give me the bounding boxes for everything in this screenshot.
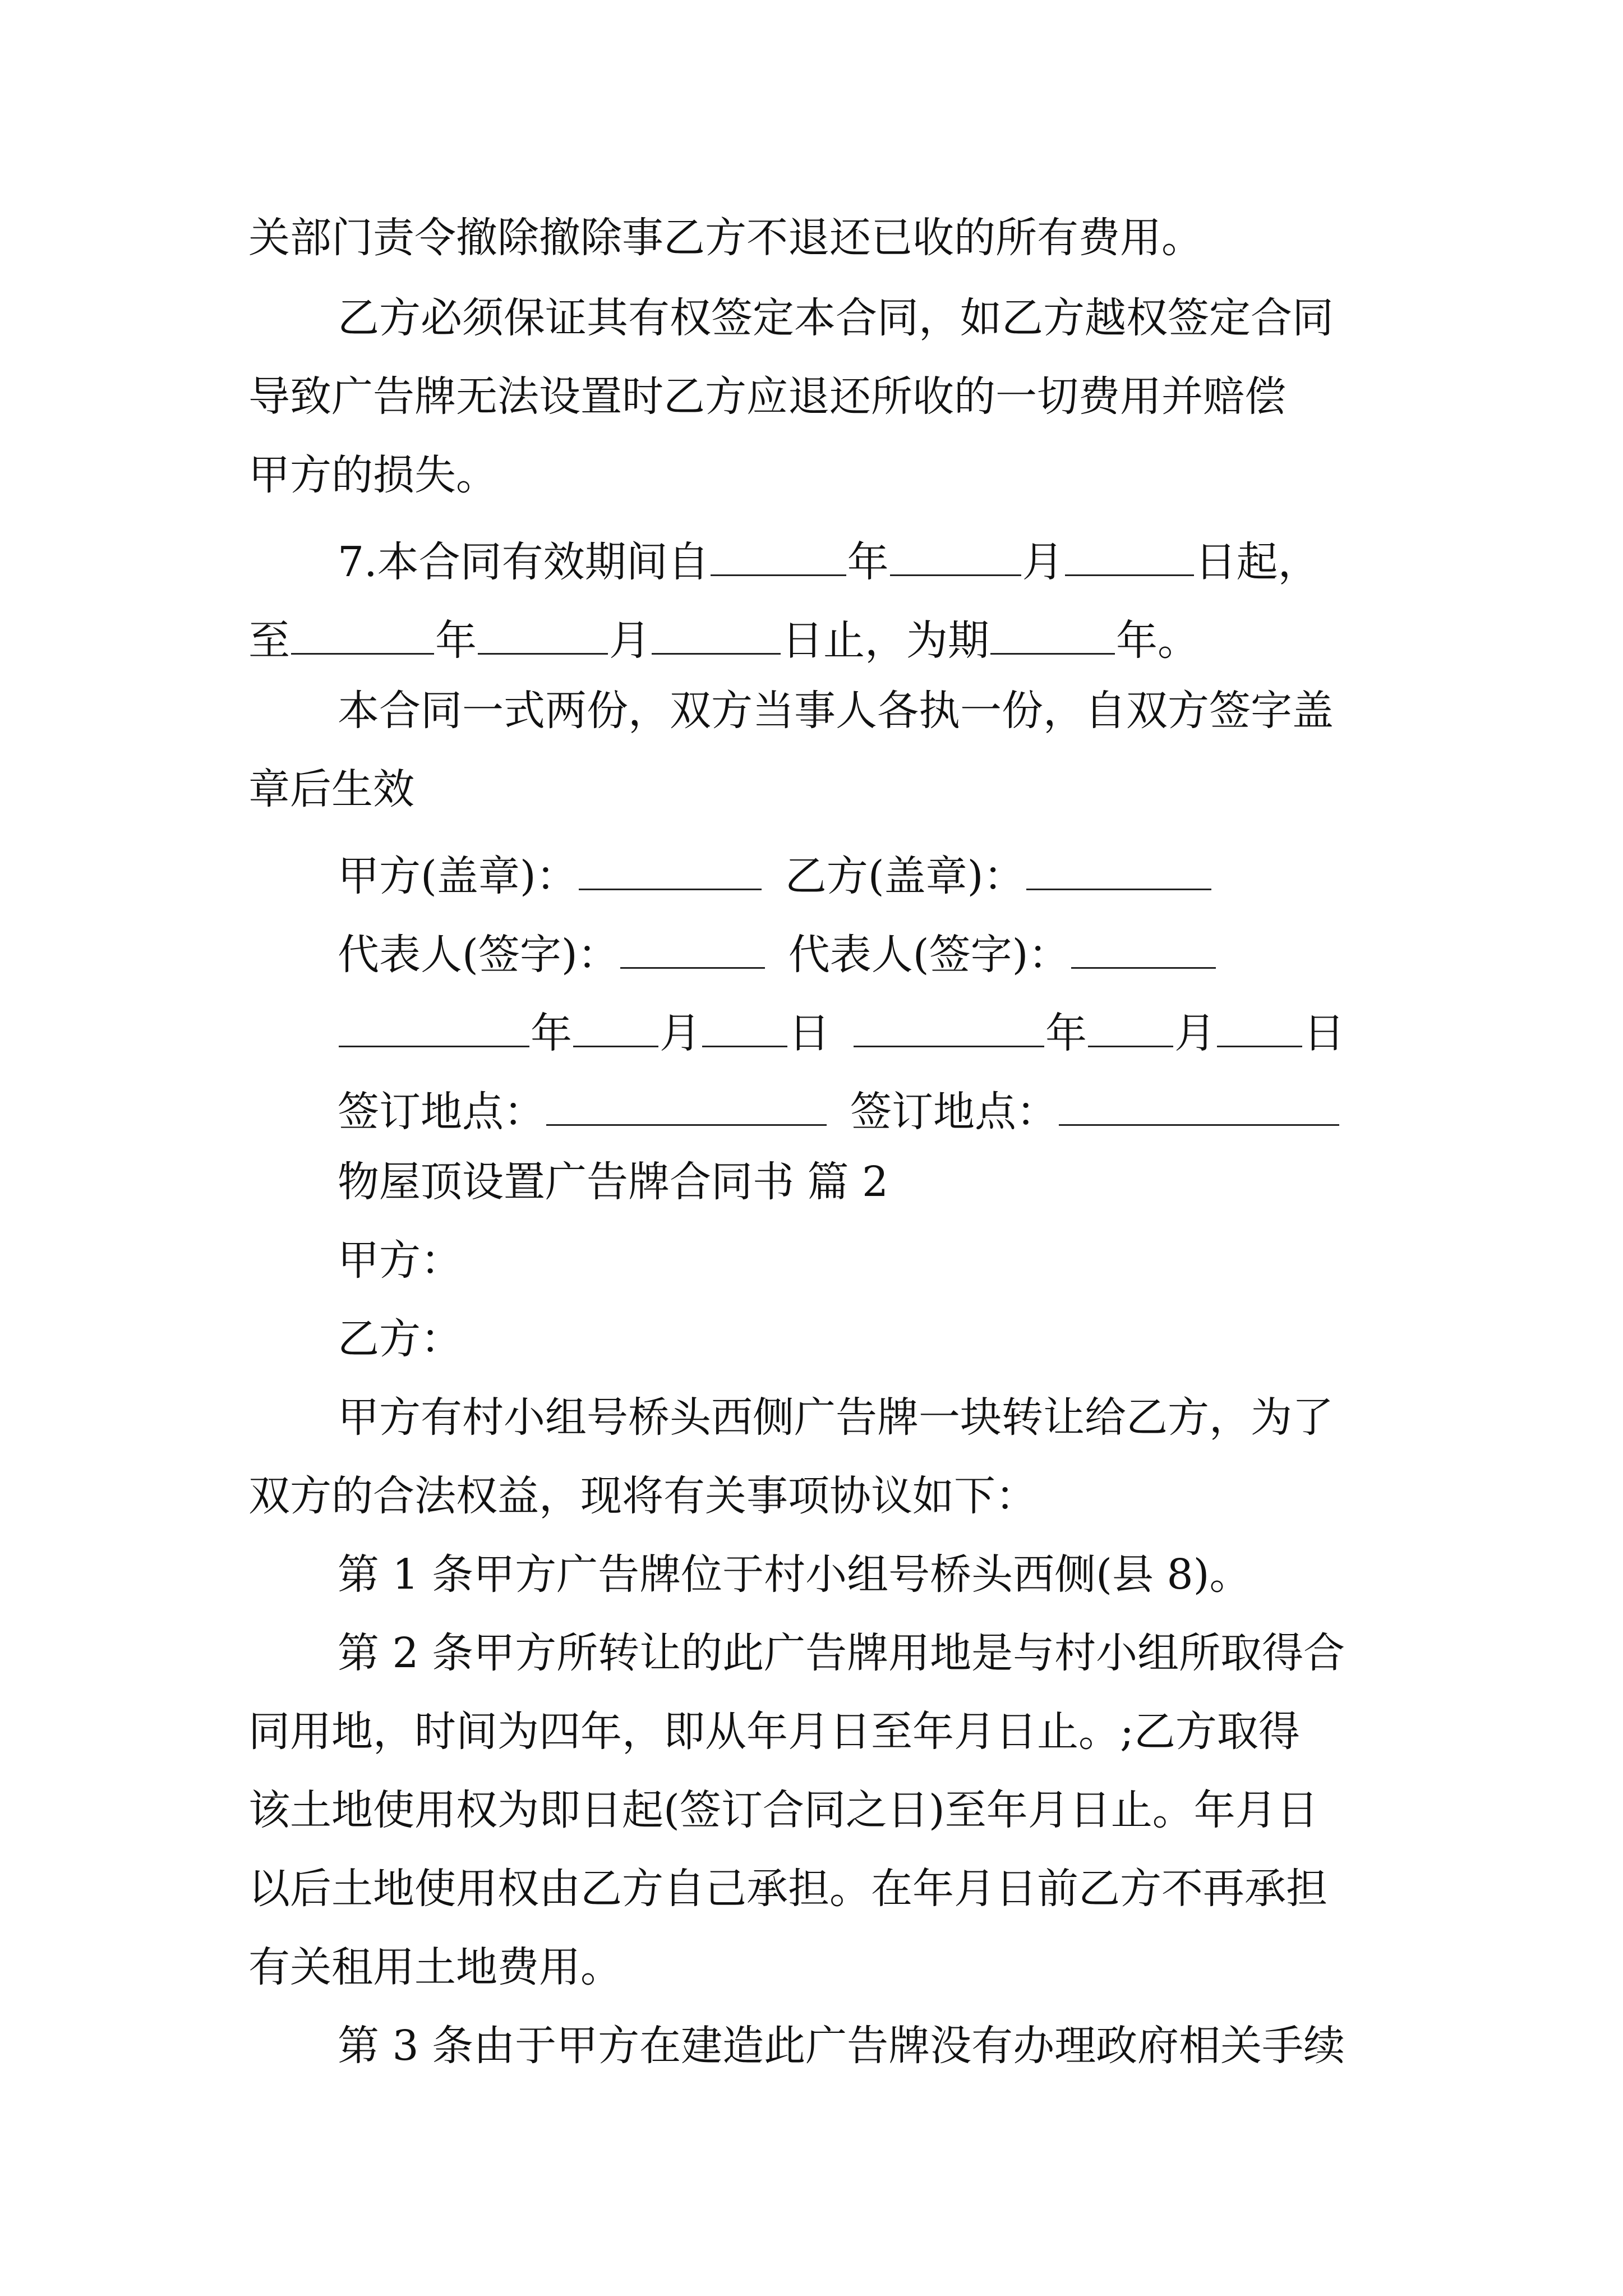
paragraph-line: 导致广告牌无法设置时乙方应退还所收的一切费用并赔偿 [248, 372, 1286, 421]
section-title: 物屋顶设置广告牌合同书 篇 2 [338, 1158, 889, 1206]
day-label: 日 [1303, 1009, 1345, 1057]
clause-text: 日起， [1195, 538, 1320, 586]
month-label: 月 [1174, 1009, 1216, 1057]
blank-year-field [711, 533, 846, 576]
paragraph-line: 本合同一式两份，双方当事人各执一份，自双方签字盖 [338, 687, 1334, 735]
paragraph-line: 乙方必须保证其有权签定本合同，如乙方越权签定合同 [338, 294, 1334, 342]
clause-text: 年 [847, 538, 889, 586]
paragraph-line: 以后土地使用权由乙方自己承担。在年月日前乙方不再承担 [248, 1865, 1327, 1913]
party-b-representative-field [1071, 926, 1216, 969]
clause-text: 月 [609, 616, 651, 665]
paragraph-line: 有关租用土地费用。 [248, 1943, 622, 1991]
party-a-representative-field [620, 926, 765, 969]
paragraph-line: 该土地使用权为即日起(签订合同之日)至年月日止。年月日 [248, 1786, 1318, 1834]
party-a-day-field [702, 1004, 787, 1047]
year-label: 年 [1045, 1009, 1087, 1057]
party-b-seal-label: 乙方(盖章)： [785, 852, 1025, 900]
party-a-place-label: 签订地点： [338, 1088, 545, 1136]
year-label: 年 [531, 1009, 572, 1057]
paragraph-line: 甲方的损失。 [248, 451, 497, 499]
paragraph-line: 章后生效 [248, 765, 414, 813]
day-label: 日 [789, 1009, 830, 1057]
representative-line [338, 926, 1217, 979]
blank-month-field [478, 611, 608, 655]
party-a-month-field [573, 1004, 658, 1047]
party-b-representative-label: 代表人(签字)： [788, 931, 1070, 979]
sign-place-line [338, 1083, 1340, 1136]
blank-year-field [291, 611, 434, 655]
paragraph-line: 同用地，时间为四年，即从年月日至年月日止。;乙方取得 [248, 1708, 1300, 1756]
party-a-seal-field [579, 847, 762, 890]
paragraph-line: 关部门责令撤除撤除事乙方不退还已收的所有费用。 [248, 214, 1203, 262]
party-b-label: 乙方： [338, 1315, 462, 1363]
party-a-year-field [339, 1004, 529, 1047]
party-a-place-field [546, 1083, 827, 1126]
clause-text: 年 [435, 616, 477, 665]
blank-day-field [1065, 533, 1194, 576]
validity-period-line [338, 533, 1320, 586]
clause-text: 至 [248, 616, 290, 665]
party-a-representative-label: 代表人(签字)： [338, 931, 619, 979]
party-b-place-field [1059, 1083, 1339, 1126]
clause-text: 年。 [1116, 616, 1199, 665]
party-b-day-field [1217, 1004, 1302, 1047]
blank-duration-field [990, 611, 1115, 655]
party-a-label: 甲方： [338, 1236, 462, 1285]
article-3: 第 3 条由于甲方在建造此广告牌没有办理政府相关手续 [338, 2022, 1345, 2070]
validity-period-line [248, 611, 1199, 665]
seal-line [338, 847, 1212, 900]
blank-month-field [890, 533, 1021, 576]
party-b-seal-field [1026, 847, 1211, 890]
sign-date-line [338, 1004, 1345, 1057]
month-label: 月 [660, 1009, 701, 1057]
clause-text: 日止，为期 [782, 616, 989, 665]
article-1: 第 1 条甲方广告牌位于村小组号桥头西侧(县 8)。 [338, 1550, 1251, 1599]
blank-day-field [652, 611, 781, 655]
party-a-seal-label: 甲方(盖章)： [338, 852, 578, 900]
clause-text: 月 [1022, 538, 1064, 586]
paragraph-line: 甲方有村小组号桥头西侧广告牌一块转让给乙方，为了 [338, 1393, 1334, 1442]
paragraph-line: 双方的合法权益，现将有关事项协议如下： [248, 1472, 1037, 1520]
article-2: 第 2 条甲方所转让的此广告牌用地是与村小组所取得合 [338, 1629, 1345, 1677]
clause-text: 7.本合同有效期间自 [338, 538, 709, 586]
party-b-month-field [1088, 1004, 1173, 1047]
party-b-place-label: 签订地点： [850, 1088, 1058, 1136]
party-b-year-field [854, 1004, 1044, 1047]
